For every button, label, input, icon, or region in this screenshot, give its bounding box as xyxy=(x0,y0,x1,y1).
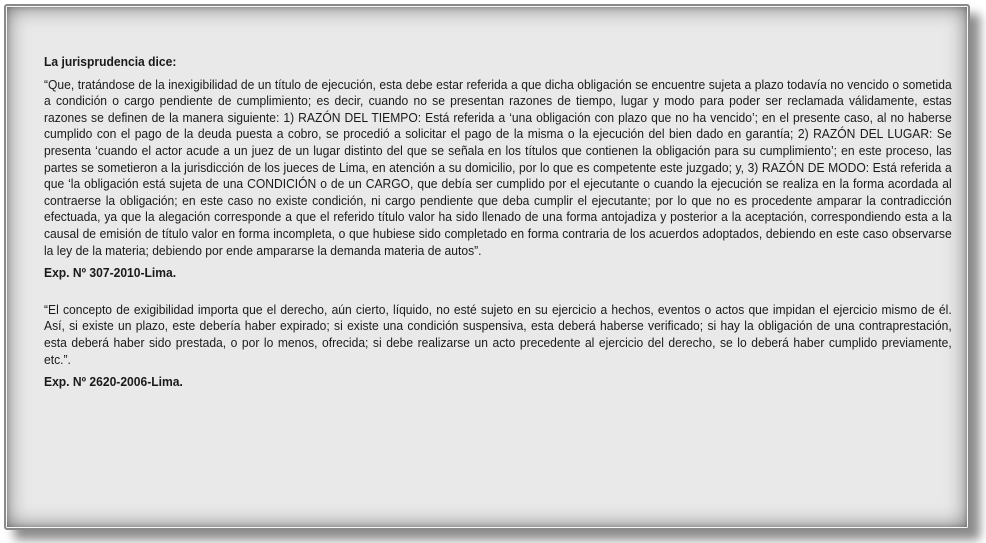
jurisprudence-quote-2: “El concepto de exigibilidad importa que el derecho, aún cierto, líquido, no esté sujeto en su ejercicio a hechos, eventos o actos que impidan el ejercicio mismo de él. Así, si existe un plazo, este debería haber expirado; si existe una condición suspensiva, esta deberá haberse verificado; si hay la obligación de una contraprestación, esta deberá haber sido prestada, o por lo menos, ofrecida; si debe realizarse un acto precedente al ejercicio del derecho, se lo deberá haber cumplido previamente, etc.”. xyxy=(44,301,952,367)
document-content xyxy=(44,54,952,391)
jurisprudence-quote-1: “Que, tratándose de la inexigibilidad de un título de ejecución, esta debe estar referida a que dicha obligación se encuentre sujeta a plazo todavía no vencido o sometida a condición o cargo pendiente de cumplimiento; es decir, cuando no se presentan razones de tiempo, lugar y modo para poder ser reclamada válidamente, estas razones se definen de la manera siguiente: 1) RAZÓN DEL TIEMPO: Está referida a ‘una obligación con plazo que no ha vencido’; en el presente caso, al no haberse cumplido con el pago de la deuda puesta a cobro, se procedió a solicitar el pago de la misma o la ejecución del bien dado en garantía; 2) RAZÓN DEL LUGAR: Se presenta ‘cuando el actor acude a un juez de un lugar distinto del que se señala en los títulos que contienen la obligación para su cumplimiento’; en este proceso, las partes se sometieron a la jurisdicción de los jueces de Lima, en atención a su domicilio, por lo que es competente este juzgado; y, 3) RAZÓN DE MODO: Está referida a que ‘la obligación está sujeta de una CONDICIÓN o de un CARGO, que debía ser cumplido por el ejecutante o cuando la ejecución se realiza en la forma acordada al contraerse la obligación; en este caso no existe condición, ni cargo pendiente que deba cumplir el ejecutante; por lo que no es procedente amparar la contradicción efectuada, ya que la alegación corresponde a que el referido título valor ha sido llenado de una forma antojadiza y posterior a la aceptación, correspondiendo esta a la causal de emisión de título valor en forma incompleta, o que hubiese sido completado en forma contraria de los acuerdos adoptados, debiendo en este caso observarse la ley de la materia; debiendo por ende ampararse la demanda materia de autos”. xyxy=(44,76,952,258)
case-reference-1: Exp. Nº 307-2010-Lima. xyxy=(44,265,177,281)
spacer xyxy=(44,282,952,302)
document-frame xyxy=(4,4,970,530)
case-reference-2: Exp. Nº 2620-2006-Lima. xyxy=(44,374,183,390)
section-heading: La jurisprudencia dice: xyxy=(44,54,177,69)
